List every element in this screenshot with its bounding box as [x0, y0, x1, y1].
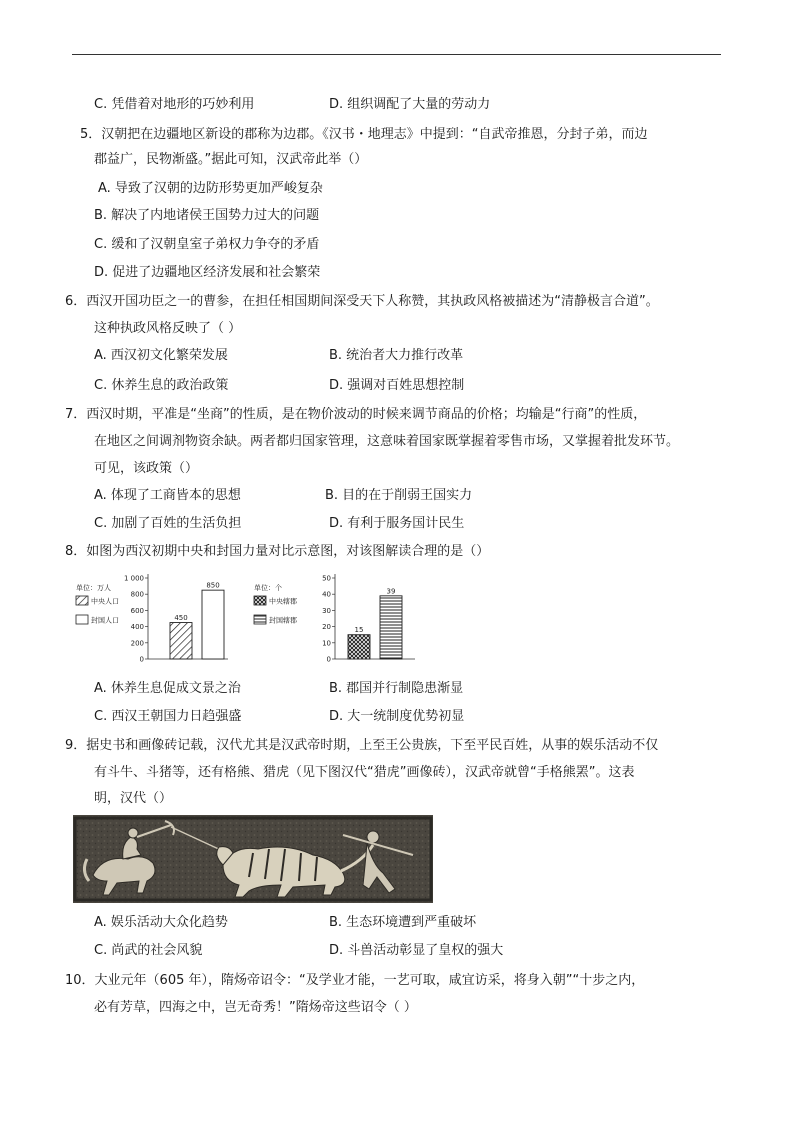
- bar-value-label: 39: [386, 587, 396, 596]
- y-tick-label: 1 000: [123, 574, 144, 583]
- y-tick-label: 10: [322, 639, 331, 648]
- bar-value-label: 15: [354, 626, 364, 635]
- y-tick-label: 40: [322, 590, 331, 599]
- q5-option-a: A. 导致了汉朝的边防形势更加严峻复杂: [98, 181, 323, 196]
- q6-option-c: C. 休养生息的政治政策: [94, 378, 229, 393]
- q6-option-b: B. 统治者大力推行改革: [329, 348, 464, 363]
- q10-stem-line1: 10．大业元年（605 年），隋炀帝诏令：“及学业才能，一艺可取，咸宜访采，将身入朝”“十步之内，: [65, 973, 645, 988]
- q5-option-c: C. 缓和了汉朝皇室子弟权力争夺的矛盾: [94, 237, 320, 252]
- q6-option-d: D. 强调对百姓思想控制: [329, 378, 465, 393]
- q7-option-d: D. 有利于服务国计民生: [329, 516, 465, 531]
- y-tick-label: 50: [322, 574, 331, 583]
- q8-stem: 8．如图为西汉初期中央和封国力量对比示意图，对该图解读合理的是（）: [65, 544, 490, 559]
- q7-stem-line1: 7．西汉时期，平准是“坐商”的性质，是在物价波动的时候来调节商品的价格；均输是“行商”的性质，: [65, 407, 647, 422]
- bar: [202, 590, 224, 659]
- q9-option-b: B. 生态环境遭到严重破坏: [329, 915, 477, 930]
- q7-option-b: B. 目的在于削弱王国实力: [325, 488, 473, 503]
- q8-option-c: C. 西汉王朝国力日趋强盛: [94, 709, 242, 724]
- q8-figure: [70, 570, 420, 670]
- q7-option-a: A. 体现了工商皆本的思想: [94, 488, 241, 503]
- legend-label: 中央辖郡: [269, 597, 297, 606]
- legend-swatch: [76, 596, 88, 605]
- y-tick-label: 200: [130, 639, 144, 648]
- q9-option-c: C. 尚武的社会风貌: [94, 943, 203, 958]
- q4-option-c: C. 凭借着对地形的巧妙利用: [94, 97, 255, 112]
- tiger-hunt-brick-relief-image: [73, 815, 433, 903]
- q6-stem-line1: 6．西汉开国功臣之一的曹参，在担任相国期间深受天下人称赞，其执政风格被描述为“清静极言合道”。: [65, 294, 659, 309]
- bar-value-label: 450: [174, 614, 188, 623]
- q4-option-d: D. 组织调配了大量的劳动力: [329, 97, 491, 112]
- y-tick-label: 20: [322, 623, 331, 632]
- q6-option-a: A. 西汉初文化繁荣发展: [94, 348, 228, 363]
- legend-swatch: [254, 596, 266, 605]
- y-tick-label: 30: [322, 606, 331, 615]
- y-tick-label: 0: [326, 655, 331, 664]
- y-tick-label: 800: [130, 590, 144, 599]
- q7-option-c: C. 加剧了百姓的生活负担: [94, 516, 242, 531]
- bar: [348, 635, 370, 659]
- bar: [170, 623, 192, 659]
- unit-label: 单位：万人: [76, 584, 111, 592]
- legend-swatch: [76, 615, 88, 624]
- q8-option-b: B. 郡国并行制隐患渐显: [329, 681, 464, 696]
- q5-stem-line1: 5．汉朝把在边疆地区新设的郡称为边郡。《汉书・地理志》中提到：“自武帝推恩，分封子弟，而边: [80, 127, 648, 142]
- legend-label: 封国辖郡: [269, 616, 297, 625]
- q7-stem-line3: 可见，该政策（）: [94, 461, 199, 476]
- q9-stem-line2: 有斗牛、斗猪等，还有格熊、猎虎（见下图汉代“猎虎”画像砖），汉武帝就曾“手格熊罴”。这表: [94, 765, 635, 780]
- q5-option-b: B. 解决了内地诸侯王国势力过大的问题: [94, 208, 320, 223]
- bar-chart-2: [254, 574, 415, 664]
- q8-option-a: A. 休养生息促成文景之治: [94, 681, 241, 696]
- q9-option-d: D. 斗兽活动彰显了皇权的强大: [329, 943, 504, 958]
- q8-option-d: D. 大一统制度优势初显: [329, 709, 465, 724]
- y-tick-label: 400: [130, 623, 144, 632]
- header-rule: [72, 54, 721, 55]
- q10-stem-line2: 必有芳草，四海之中，岂无奇秀！”隋炀帝这些诏令（ ）: [94, 1000, 417, 1015]
- q9-stem-line3: 明，汉代（）: [94, 791, 173, 806]
- y-tick-label: 0: [139, 655, 144, 664]
- legend-label: 封国人口: [91, 616, 119, 625]
- q9-stem-line1: 9．据史书和画像砖记载，汉代尤其是汉武帝时期，上至王公贵族，下至平民百姓，从事的娱乐活动不仅: [65, 738, 659, 753]
- unit-label: 单位：个: [254, 584, 282, 592]
- q6-stem-line2: 这种执政风格反映了（ ）: [94, 321, 242, 336]
- bar: [380, 596, 402, 659]
- q5-stem-line2: 郡益广，民物渐盛。”据此可知，汉武帝此举（）: [94, 152, 368, 167]
- q7-stem-line2: 在地区之间调剂物资余缺。两者都归国家管理，这意味着国家既掌握着零售市场，又掌握着批发环节。: [94, 434, 680, 449]
- y-tick-label: 600: [130, 606, 144, 615]
- bar-value-label: 850: [206, 581, 220, 590]
- legend-swatch: [254, 615, 266, 624]
- legend-label: 中央人口: [91, 597, 119, 606]
- q9-option-a: A. 娱乐活动大众化趋势: [94, 915, 228, 930]
- q5-option-d: D. 促进了边疆地区经济发展和社会繁荣: [94, 265, 321, 280]
- bar-chart-1: [76, 574, 228, 664]
